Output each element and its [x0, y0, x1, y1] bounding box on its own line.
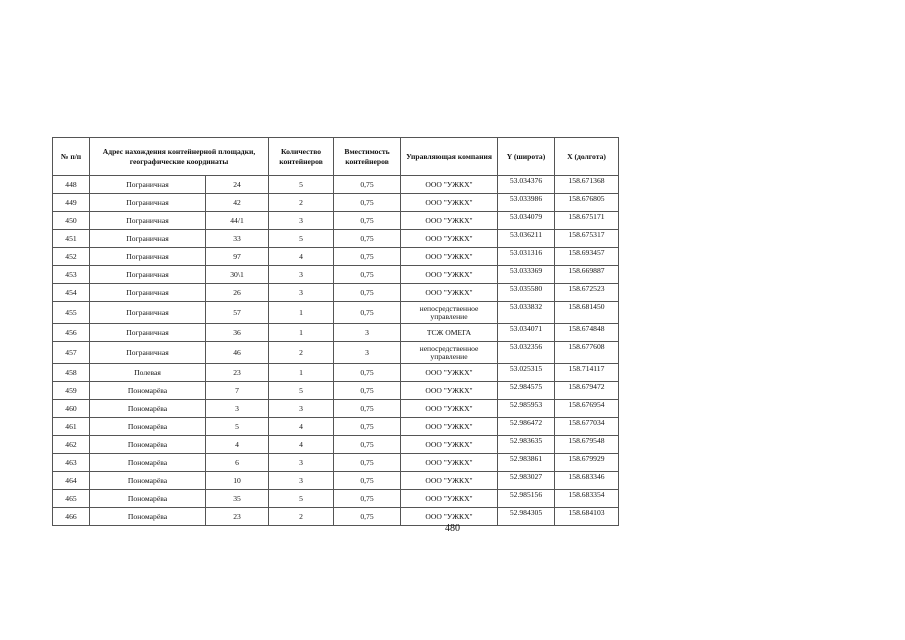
cell-street: Пономарёва	[90, 454, 206, 472]
cell-count: 4	[269, 436, 334, 454]
cell-capacity: 0,75	[334, 194, 401, 212]
cell-num: 457	[53, 342, 90, 364]
cell-count: 1	[269, 302, 334, 324]
cell-company: ООО "УЖКХ"	[401, 284, 498, 302]
cell-company: ООО "УЖКХ"	[401, 212, 498, 230]
cell-capacity: 0,75	[334, 284, 401, 302]
cell-count: 3	[269, 454, 334, 472]
cell-y: 53.031316	[498, 248, 555, 266]
cell-count: 1	[269, 324, 334, 342]
cell-y: 53.035580	[498, 284, 555, 302]
cell-street: Пономарёва	[90, 490, 206, 508]
table-row	[53, 364, 619, 382]
cell-count: 3	[269, 400, 334, 418]
cell-num: 456	[53, 324, 90, 342]
cell-num: 448	[53, 176, 90, 194]
table-row	[53, 284, 619, 302]
header-y: Y (широта)	[498, 138, 555, 176]
cell-capacity: 0,75	[334, 230, 401, 248]
cell-y: 52.985953	[498, 400, 555, 418]
cell-count: 4	[269, 248, 334, 266]
cell-num: 462	[53, 436, 90, 454]
cell-street: Пограничная	[90, 230, 206, 248]
cell-company: ООО "УЖКХ"	[401, 418, 498, 436]
cell-y: 52.983027	[498, 472, 555, 490]
table-row	[53, 382, 619, 400]
cell-company: ООО "УЖКХ"	[401, 364, 498, 382]
cell-capacity: 3	[334, 342, 401, 364]
cell-street: Пограничная	[90, 176, 206, 194]
cell-y: 52.985156	[498, 490, 555, 508]
cell-x: 158.674848	[555, 324, 619, 342]
page-number: 480	[445, 523, 460, 534]
cell-capacity: 0,75	[334, 248, 401, 266]
cell-x: 158.679548	[555, 436, 619, 454]
container-sites-table	[52, 137, 619, 526]
cell-num: 454	[53, 284, 90, 302]
cell-num: 464	[53, 472, 90, 490]
header-capacity: Вместимость контейнеров	[334, 138, 401, 176]
cell-num: 455	[53, 302, 90, 324]
cell-company: ООО "УЖКХ"	[401, 382, 498, 400]
cell-company: ООО "УЖКХ"	[401, 248, 498, 266]
cell-count: 5	[269, 490, 334, 508]
cell-count: 1	[269, 364, 334, 382]
cell-street: Пономарёва	[90, 400, 206, 418]
cell-company: ООО "УЖКХ"	[401, 176, 498, 194]
cell-x: 158.676954	[555, 400, 619, 418]
cell-street: Полевая	[90, 364, 206, 382]
cell-house: 97	[206, 248, 269, 266]
cell-x: 158.684103	[555, 508, 619, 526]
cell-capacity: 0,75	[334, 382, 401, 400]
table-row	[53, 400, 619, 418]
cell-company: ООО "УЖКХ"	[401, 194, 498, 212]
cell-street: Пограничная	[90, 194, 206, 212]
header-num: № п/п	[53, 138, 90, 176]
cell-num: 461	[53, 418, 90, 436]
cell-y: 52.984305	[498, 508, 555, 526]
header-address: Адрес нахождения контейнерной площадки, географические координаты	[90, 138, 269, 176]
header-company: Управляющая компания	[401, 138, 498, 176]
cell-count: 5	[269, 382, 334, 400]
cell-house: 35	[206, 490, 269, 508]
cell-street: Пономарёва	[90, 436, 206, 454]
cell-house: 44/1	[206, 212, 269, 230]
table-row	[53, 176, 619, 194]
cell-company: ООО "УЖКХ"	[401, 472, 498, 490]
cell-num: 459	[53, 382, 90, 400]
cell-house: 30\1	[206, 266, 269, 284]
cell-num: 465	[53, 490, 90, 508]
cell-y: 53.036211	[498, 230, 555, 248]
cell-house: 46	[206, 342, 269, 364]
cell-company: ООО "УЖКХ"	[401, 266, 498, 284]
cell-capacity: 0,75	[334, 418, 401, 436]
table-row	[53, 212, 619, 230]
cell-y: 53.033832	[498, 302, 555, 324]
table-row	[53, 342, 619, 364]
cell-count: 2	[269, 508, 334, 526]
cell-capacity: 0,75	[334, 508, 401, 526]
cell-count: 4	[269, 418, 334, 436]
cell-x: 158.683354	[555, 490, 619, 508]
cell-company: ТСЖ ОМЕГА	[401, 324, 498, 342]
cell-house: 7	[206, 382, 269, 400]
cell-y: 53.033369	[498, 266, 555, 284]
cell-capacity: 0,75	[334, 266, 401, 284]
cell-house: 23	[206, 508, 269, 526]
cell-house: 24	[206, 176, 269, 194]
cell-house: 4	[206, 436, 269, 454]
cell-house: 3	[206, 400, 269, 418]
cell-street: Пономарёва	[90, 418, 206, 436]
table-row	[53, 454, 619, 472]
cell-count: 2	[269, 342, 334, 364]
cell-x: 158.693457	[555, 248, 619, 266]
cell-street: Пономарёва	[90, 382, 206, 400]
cell-x: 158.683346	[555, 472, 619, 490]
cell-num: 453	[53, 266, 90, 284]
table-header-row	[53, 138, 619, 176]
table-row	[53, 248, 619, 266]
table-row	[53, 194, 619, 212]
cell-count: 3	[269, 284, 334, 302]
cell-count: 2	[269, 194, 334, 212]
cell-company: ООО "УЖКХ"	[401, 230, 498, 248]
cell-x: 158.671368	[555, 176, 619, 194]
table-row	[53, 324, 619, 342]
cell-house: 23	[206, 364, 269, 382]
cell-capacity: 0,75	[334, 176, 401, 194]
cell-house: 26	[206, 284, 269, 302]
cell-num: 449	[53, 194, 90, 212]
cell-capacity: 0,75	[334, 436, 401, 454]
cell-x: 158.675317	[555, 230, 619, 248]
cell-capacity: 0,75	[334, 490, 401, 508]
cell-x: 158.675171	[555, 212, 619, 230]
cell-x: 158.714117	[555, 364, 619, 382]
cell-y: 53.034071	[498, 324, 555, 342]
table-row	[53, 490, 619, 508]
table-row	[53, 436, 619, 454]
cell-capacity: 0,75	[334, 212, 401, 230]
cell-street: Пономарёва	[90, 472, 206, 490]
cell-company: непосредственное управление	[401, 342, 498, 364]
cell-street: Пограничная	[90, 324, 206, 342]
cell-street: Пограничная	[90, 212, 206, 230]
cell-capacity: 0,75	[334, 454, 401, 472]
cell-y: 52.983861	[498, 454, 555, 472]
table-row	[53, 266, 619, 284]
cell-capacity: 0,75	[334, 364, 401, 382]
cell-num: 451	[53, 230, 90, 248]
cell-street: Пограничная	[90, 266, 206, 284]
cell-capacity: 3	[334, 324, 401, 342]
cell-x: 158.669887	[555, 266, 619, 284]
cell-x: 158.677608	[555, 342, 619, 364]
cell-y: 53.034376	[498, 176, 555, 194]
cell-num: 463	[53, 454, 90, 472]
cell-y: 53.025315	[498, 364, 555, 382]
cell-company: ООО "УЖКХ"	[401, 490, 498, 508]
cell-x: 158.676805	[555, 194, 619, 212]
table-row	[53, 302, 619, 324]
cell-num: 458	[53, 364, 90, 382]
header-count: Количество контейнеров	[269, 138, 334, 176]
cell-house: 6	[206, 454, 269, 472]
cell-y: 53.032356	[498, 342, 555, 364]
cell-house: 36	[206, 324, 269, 342]
table-row	[53, 418, 619, 436]
cell-company: ООО "УЖКХ"	[401, 454, 498, 472]
cell-x: 158.677034	[555, 418, 619, 436]
cell-house: 57	[206, 302, 269, 324]
cell-count: 3	[269, 472, 334, 490]
cell-capacity: 0,75	[334, 472, 401, 490]
cell-num: 466	[53, 508, 90, 526]
cell-house: 33	[206, 230, 269, 248]
cell-num: 452	[53, 248, 90, 266]
cell-street: Пограничная	[90, 248, 206, 266]
cell-x: 158.679929	[555, 454, 619, 472]
cell-capacity: 0,75	[334, 302, 401, 324]
cell-street: Пограничная	[90, 342, 206, 364]
cell-house: 42	[206, 194, 269, 212]
cell-company: непосредственное управление	[401, 302, 498, 324]
cell-company: ООО "УЖКХ"	[401, 436, 498, 454]
cell-num: 450	[53, 212, 90, 230]
cell-num: 460	[53, 400, 90, 418]
cell-count: 3	[269, 266, 334, 284]
cell-y: 53.034079	[498, 212, 555, 230]
cell-house: 10	[206, 472, 269, 490]
cell-company: ООО "УЖКХ"	[401, 400, 498, 418]
cell-street: Пограничная	[90, 302, 206, 324]
cell-x: 158.681450	[555, 302, 619, 324]
cell-house: 5	[206, 418, 269, 436]
cell-street: Пономарёва	[90, 508, 206, 526]
cell-count: 3	[269, 212, 334, 230]
cell-count: 5	[269, 230, 334, 248]
cell-x: 158.672523	[555, 284, 619, 302]
cell-count: 5	[269, 176, 334, 194]
table-row	[53, 472, 619, 490]
cell-y: 53.033986	[498, 194, 555, 212]
cell-capacity: 0,75	[334, 400, 401, 418]
cell-y: 52.983635	[498, 436, 555, 454]
cell-company: ООО "УЖКХ"	[401, 508, 498, 526]
cell-street: Пограничная	[90, 284, 206, 302]
header-x: X (долгота)	[555, 138, 619, 176]
cell-y: 52.984575	[498, 382, 555, 400]
cell-y: 52.986472	[498, 418, 555, 436]
cell-x: 158.679472	[555, 382, 619, 400]
table-row	[53, 230, 619, 248]
